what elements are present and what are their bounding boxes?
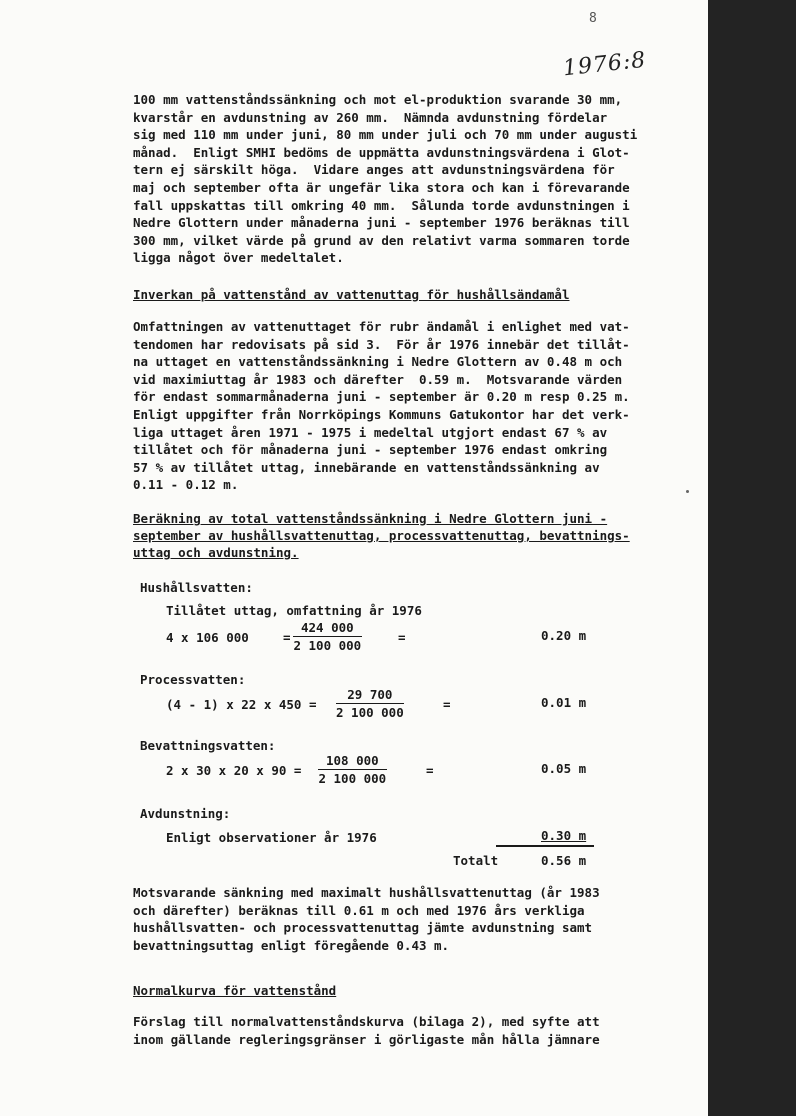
text-line: na uttaget en vattenståndssänkning i Nedre Glottern av 0.48 m och bbox=[133, 354, 623, 370]
text-line: kvarstår en avdunstning av 260 mm. Nämnda avdunstning fördelar bbox=[133, 109, 608, 125]
text-line: tern ej särskilt höga. Vidare anges att avdunstningsvärdena för bbox=[133, 162, 615, 178]
avdunstning-result: 0.30 m bbox=[541, 828, 587, 843]
bevattning-expression: 2 x 30 x 20 x 90 = bbox=[166, 763, 302, 778]
scan-speck bbox=[686, 490, 689, 493]
text-line: maj och september ofta är ungefär lika stora och kan i förevarande bbox=[133, 179, 630, 195]
bevattning-numerator: 108 000 bbox=[318, 753, 387, 770]
text-line: hushållsvatten- och processvattenuttag jämte avdunstning samt bbox=[133, 920, 593, 936]
bevattning-denominator: 2 100 000 bbox=[318, 771, 387, 786]
text-line: och därefter) beräknas till 0.61 m och med 1976 års verkliga bbox=[133, 902, 585, 918]
text-line: september av hushållsvattenuttag, processvattenuttag, bevattnings- bbox=[133, 528, 630, 543]
text-line: Motsvarande sänkning med maximalt hushållsvattenuttag (år 1983 bbox=[133, 885, 600, 900]
text-line: tillåtet och för månaderna juni - september 1976 endast omkring bbox=[133, 442, 608, 458]
text-line: 300 mm, vilket värde på grund av den relativt varma sommaren torde bbox=[133, 232, 630, 248]
text-line: Enligt uppgifter från Norrköpings Kommuns Gatukontor har det verk- bbox=[133, 406, 630, 422]
total-label: Totalt bbox=[453, 853, 499, 868]
text-line: liga uttaget åren 1971 - 1975 i medeltal utgjort endast 67 % av bbox=[133, 424, 608, 440]
hushall-expression: 4 x 106 000 bbox=[166, 630, 249, 645]
scan-border bbox=[708, 0, 796, 1116]
text-line: tendomen har redovisats på sid 3. För år 1976 innebär det tillåt- bbox=[133, 336, 630, 352]
section-heading-normalkurva bbox=[133, 982, 693, 999]
text-line: 0.11 - 0.12 m. bbox=[133, 477, 239, 493]
text-line: vid maximiuttag år 1983 och därefter 0.59 m. Motsvarande värden bbox=[133, 371, 623, 387]
hushall-equals-2: = bbox=[398, 630, 406, 645]
process-expression: (4 - 1) x 22 x 450 = bbox=[166, 697, 317, 712]
total-result: 0.56 m bbox=[541, 853, 587, 868]
section1-paragraph bbox=[133, 318, 693, 494]
bevattning-result: 0.05 m bbox=[541, 761, 587, 776]
text-line: Beräkning av total vattenståndssänkning i Nedre Glottern juni - bbox=[133, 511, 608, 526]
process-result: 0.01 m bbox=[541, 695, 587, 710]
intro-paragraph bbox=[133, 91, 693, 267]
hushall-denominator: 2 100 000 bbox=[293, 638, 362, 653]
section3-paragraph bbox=[133, 1013, 693, 1048]
section-heading-hushall bbox=[133, 286, 693, 303]
bevattning-fraction bbox=[318, 753, 387, 786]
text-line: Förslag till normalvattenståndskurva (bilaga 2), med syfte att bbox=[133, 1014, 600, 1029]
summary-paragraph bbox=[133, 884, 693, 954]
hushall-subtitle: Tillåtet uttag, omfattning år 1976 bbox=[166, 603, 422, 618]
text-line: sig med 110 mm under juni, 80 mm under juli och 70 mm under augusti bbox=[133, 127, 638, 143]
text-line: Nedre Glottern under månaderna juni - september 1976 beräknas till bbox=[133, 215, 630, 231]
text-line: för endast sommarmånaderna juni - september är 0.20 m resp 0.25 m. bbox=[133, 389, 630, 405]
text-line: ligga något över medeltalet. bbox=[133, 250, 344, 266]
bevattning-equals-2: = bbox=[426, 763, 434, 778]
text-line: Omfattningen av vattenuttaget för rubr ändamål i enlighet med vat- bbox=[133, 319, 630, 334]
process-equals-2: = bbox=[443, 697, 451, 712]
text-line: inom gällande regleringsgränser i görligaste mån hålla jämnare bbox=[133, 1031, 600, 1047]
section-heading-berakning bbox=[133, 510, 693, 561]
avdunstning-subtitle: Enligt observationer år 1976 bbox=[166, 830, 377, 845]
heading-line: Inverkan på vattenstånd av vattenuttag för hushållsändamål bbox=[133, 287, 570, 302]
text-line: 57 % av tillåtet uttag, innebärande en vattenståndssänkning av bbox=[133, 459, 600, 475]
process-title: Processvatten: bbox=[140, 672, 246, 687]
process-fraction bbox=[336, 687, 404, 720]
process-numerator: 29 700 bbox=[336, 687, 404, 704]
sum-rule bbox=[496, 845, 594, 847]
page-number: 8 bbox=[589, 11, 597, 26]
text-line: uttag och avdunstning. bbox=[133, 545, 299, 560]
bevattning-title: Bevattningsvatten: bbox=[140, 738, 276, 753]
hushall-title: Hushållsvatten: bbox=[140, 580, 253, 595]
avdunstning-title: Avdunstning: bbox=[140, 806, 231, 821]
heading-line: Normalkurva för vattenstånd bbox=[133, 983, 337, 998]
hushall-equals: = bbox=[283, 630, 291, 645]
hushall-result: 0.20 m bbox=[541, 628, 587, 643]
process-denominator: 2 100 000 bbox=[336, 705, 404, 720]
text-line: 100 mm vattenståndssänkning och mot el-produktion svarande 30 mm, bbox=[133, 92, 623, 107]
hushall-fraction bbox=[293, 620, 362, 653]
hushall-numerator: 424 000 bbox=[293, 620, 362, 637]
text-line: bevattningsuttag enligt föregående 0.43 m. bbox=[133, 937, 450, 953]
handwritten-reference: 1976:8 bbox=[561, 47, 648, 82]
text-line: fall uppskattas till omkring 40 mm. Sålunda torde avdunstningen i bbox=[133, 197, 630, 213]
text-line: månad. Enligt SMHI bedöms de uppmätta avdunstningsvärdena i Glot- bbox=[133, 144, 630, 160]
